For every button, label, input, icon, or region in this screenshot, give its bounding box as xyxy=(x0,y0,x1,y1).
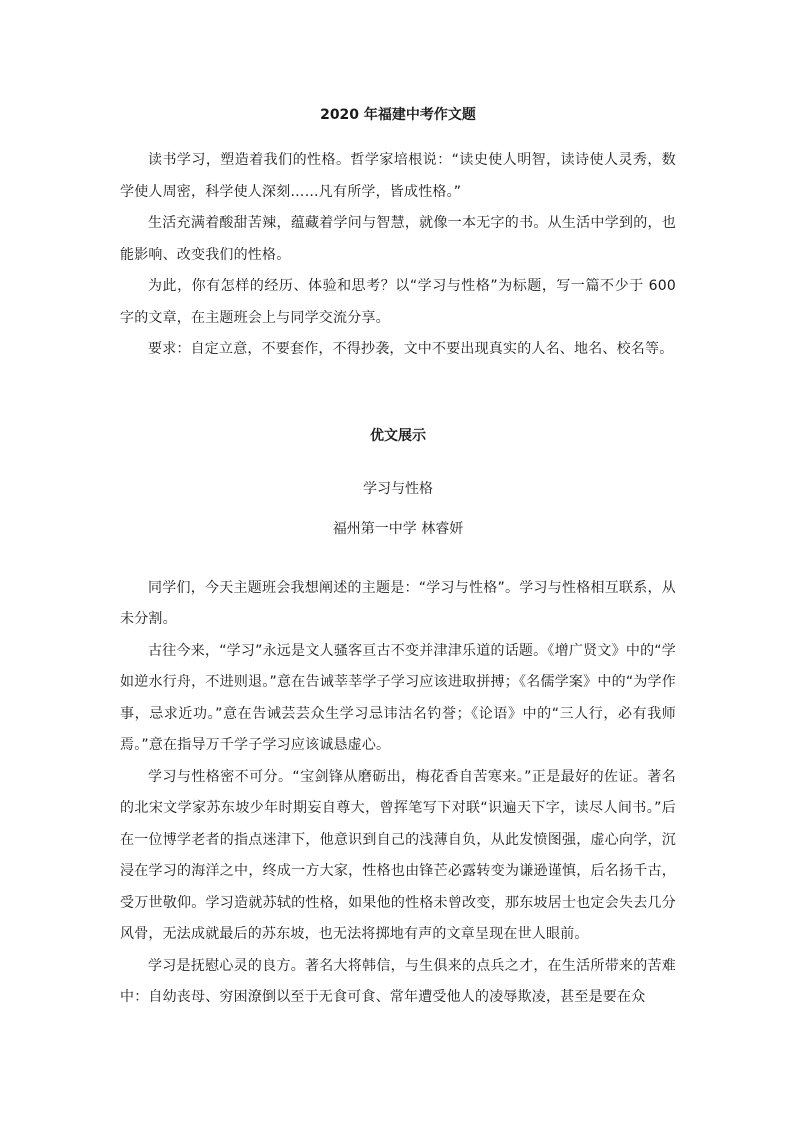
essay-paragraph: 古往今来，“学习”永远是文人骚客亘古不变并津津乐道的话题。《增广贤文》中的“学如逆水行舟，不进则退。”意在告诫莘莘学子学习应该进取拼搏；《名儒学案》中的“为学作事，忌求近功。”意在告诫芸芸众生学习忌讳沽名钓誉；《论语》中的“三人行，必有我师焉。”意在指导万千学子学习应该诚恳虚心。 xyxy=(120,642,676,753)
prompt-paragraph: 为此，你有怎样的经历、体验和思考？以“学习与性格”为标题，写一篇不少于 600 字的文章，在主题班会上与同学交流分享。 xyxy=(120,278,676,326)
essay-title: 学习与性格 xyxy=(363,480,433,497)
prompt-paragraph: 生活充满着酸甜苦辣，蕴藏着学问与智慧，就像一本无字的书。从生活中学到的，也能影响、改变我们的性格。 xyxy=(120,215,676,263)
exam-title: 2020 年福建中考作文题 xyxy=(320,107,476,123)
essay-body xyxy=(120,573,676,1014)
section-title: 优文展示 xyxy=(370,427,426,444)
essay-paragraph: 学习是抚慰心灵的良方。著名大将韩信，与生俱来的点兵之才，在生活所带来的苦难中：自幼丧母、穷困潦倒以至于无食可食、常年遭受他人的凌辱欺凌，甚至是要在众 xyxy=(120,957,676,1005)
document-page xyxy=(120,100,676,1014)
essay-paragraph: 同学们，今天主题班会我想阐述的主题是：“学习与性格”。学习与性格相互联系，从未分割。 xyxy=(120,579,676,627)
prompt-requirements: 要求：自定立意，不要套作，不得抄袭，文中不要出现真实的人名、地名、校名等。 xyxy=(148,341,674,357)
essay-paragraph: 学习与性格密不可分。“宝剑锋从磨砺出，梅花香自苦寒来。”正是最好的佐证。著名的北宋文学家苏东坡少年时期妄自尊大，曾挥笔写下对联“识遍天下字，读尽人间书。”后在一位博学老者的指点迷津下，他意识到自己的浅薄自负，从此发愤图强，虚心向学，沉浸在学习的海洋之中，终成一方大家，性格也由锋芒必露转变为谦逊谨慎，后名扬千古，受万世敬仰。学习造就苏轼的性格，如果他的性格未曾改变，那东坡居士也定会失去几分风骨，无法成就最后的苏东坡，也无法将掷地有声的文章呈现在世人眼前。 xyxy=(120,768,676,942)
exam-prompt xyxy=(120,145,676,366)
prompt-paragraph: 读书学习，塑造着我们的性格。哲学家培根说：“读史使人明智，读诗使人灵秀，数学使人周密，科学使人深刻……凡有所学，皆成性格。” xyxy=(120,152,676,200)
essay-author: 福州第一中学 林睿妍 xyxy=(332,520,464,537)
